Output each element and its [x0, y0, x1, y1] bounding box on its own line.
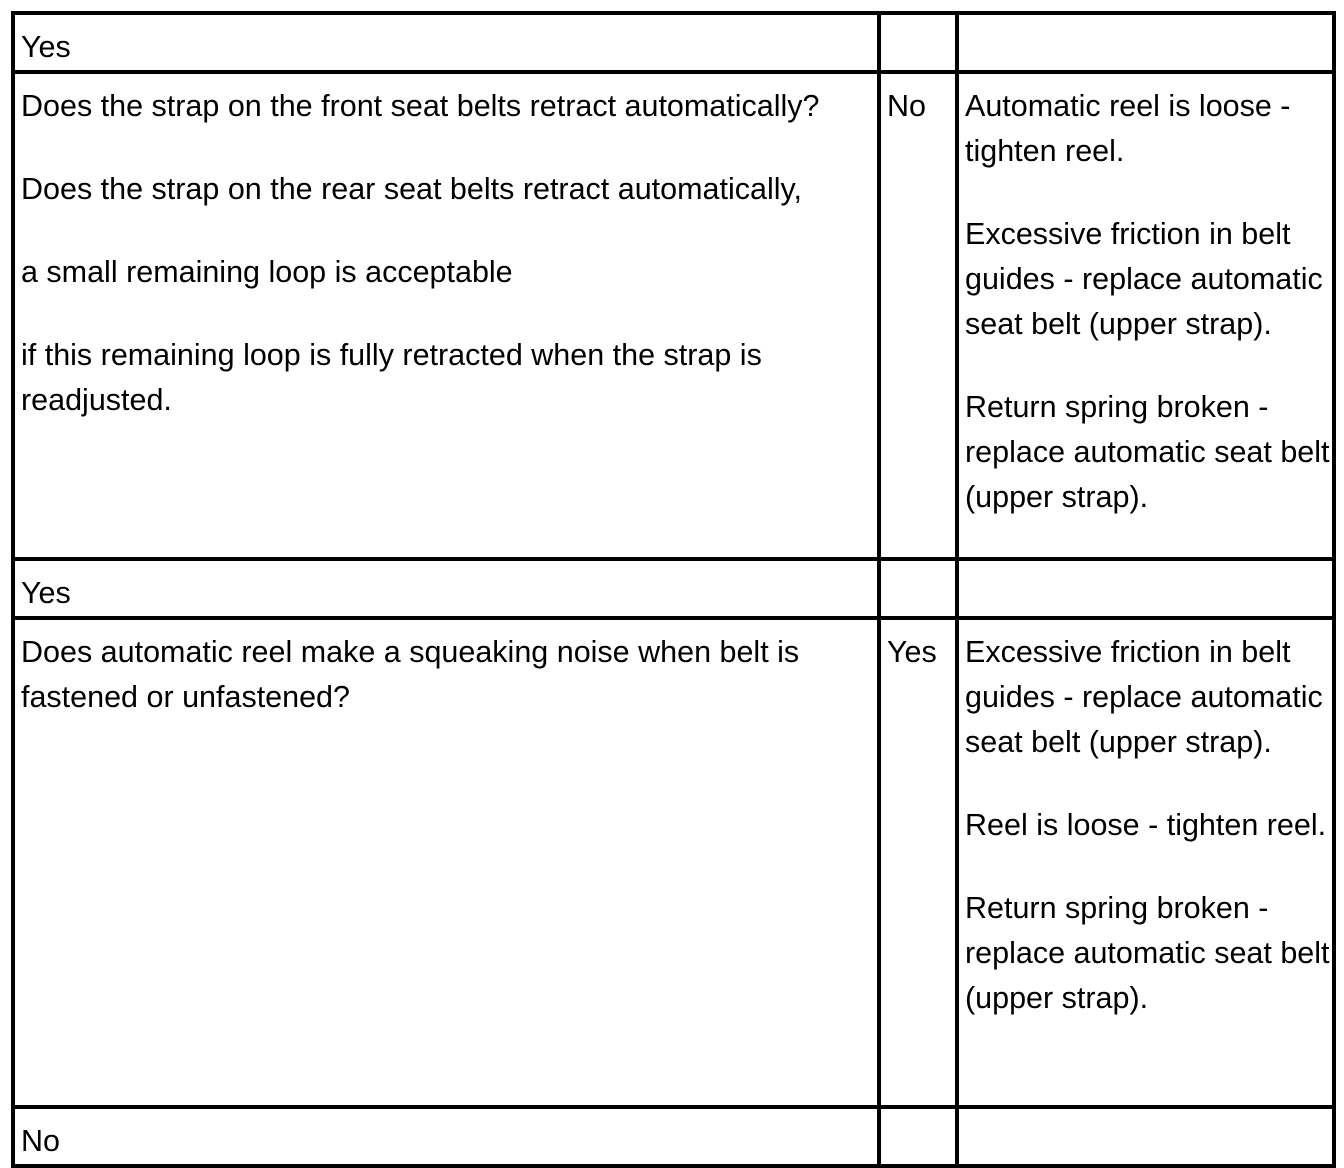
question-text: Yes	[21, 30, 71, 64]
question-cell	[13, 72, 879, 559]
answer-cell	[879, 618, 957, 1107]
question-text: No	[21, 1124, 60, 1158]
question-cell	[13, 13, 879, 72]
table-row	[13, 618, 1334, 1107]
remedy-cell	[957, 13, 1334, 72]
remedy-text: Return spring broken - replace automatic seat belt (upper strap).	[965, 390, 1330, 514]
question-text: Does automatic reel make a squeaking noise when belt is fastened or unfastened?	[21, 635, 800, 714]
remedy-text: Excessive friction in belt guides - replace automatic seat belt (upper strap).	[965, 217, 1323, 341]
question-text: if this remaining loop is fully retracted when the strap is readjusted.	[21, 338, 762, 417]
question-text: Does the strap on the rear seat belts retract automatically,	[21, 172, 802, 206]
answer-cell	[879, 559, 957, 618]
answer-cell	[879, 13, 957, 72]
remedy-cell	[957, 1107, 1334, 1166]
question-text: a small remaining loop is acceptable	[21, 255, 513, 289]
question-cell	[13, 618, 879, 1107]
remedy-text: Excessive friction in belt guides - replace automatic seat belt (upper strap).	[965, 635, 1323, 759]
answer-cell	[879, 72, 957, 559]
answer-cell	[879, 1107, 957, 1166]
table-row	[13, 13, 1334, 72]
answer-text: No	[887, 89, 926, 123]
diagnosis-table	[11, 11, 1336, 1168]
table-row	[13, 559, 1334, 618]
remedy-cell	[957, 72, 1334, 559]
question-text: Yes	[21, 576, 71, 610]
table-row	[13, 72, 1334, 559]
remedy-text: Automatic reel is loose - tighten reel.	[965, 89, 1291, 168]
question-text: Does the strap on the front seat belts retract automatically?	[21, 89, 820, 123]
remedy-text: Reel is loose - tighten reel.	[965, 808, 1327, 842]
remedy-cell	[957, 559, 1334, 618]
table-row	[13, 1107, 1334, 1166]
remedy-cell	[957, 618, 1334, 1107]
remedy-text: Return spring broken - replace automatic seat belt (upper strap).	[965, 891, 1330, 1015]
question-cell	[13, 559, 879, 618]
answer-text: Yes	[887, 635, 937, 669]
question-cell	[13, 1107, 879, 1166]
